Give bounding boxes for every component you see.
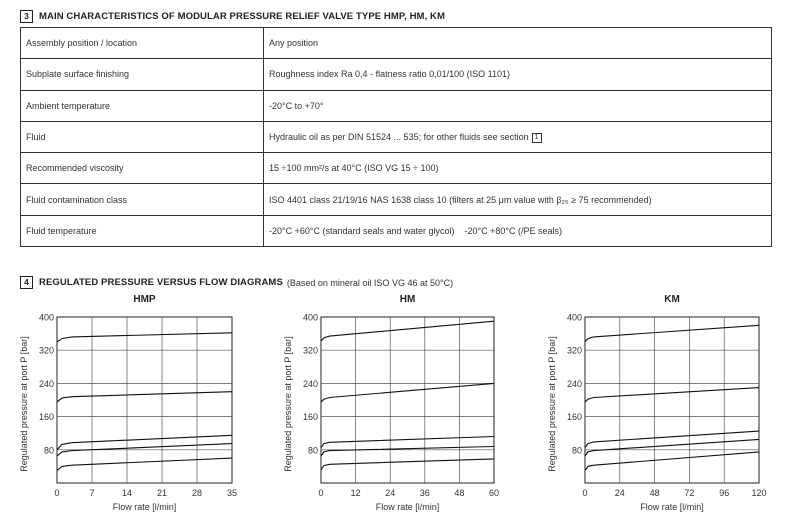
row-label: Fluid [21, 121, 264, 152]
y-axis-label: Regulated pressure at port P [bar] [547, 336, 557, 472]
row-value: Any position [264, 28, 772, 59]
section-3-heading [20, 10, 445, 23]
x-tick-label: 24 [614, 488, 625, 498]
row-label: Fluid temperature [21, 215, 264, 246]
chart-title: KM [664, 294, 680, 305]
x-tick-label: 12 [350, 488, 361, 498]
row-label: Recommended viscosity [21, 153, 264, 184]
y-tick-label: 80 [571, 445, 582, 456]
y-tick-label: 400 [38, 312, 54, 323]
pressure-curve [321, 447, 494, 457]
y-tick-label: 240 [38, 378, 54, 389]
x-tick-label: 96 [719, 488, 730, 498]
table-row [21, 28, 772, 59]
section-reference-box: 1 [532, 133, 542, 143]
y-tick-label: 160 [566, 412, 582, 423]
row-label: Subplate surface finishing [21, 59, 264, 90]
y-tick-label: 400 [302, 312, 318, 323]
table-row [21, 59, 772, 90]
pressure-curve [321, 321, 494, 341]
x-tick-label: 36 [419, 488, 430, 498]
chart-title: HMP [133, 294, 156, 305]
y-tick-label: 400 [566, 312, 582, 323]
section-number: 3 [20, 10, 33, 23]
plot-frame [321, 317, 494, 483]
table-row [21, 90, 772, 121]
y-tick-label: 160 [38, 412, 54, 423]
section-number: 4 [20, 276, 33, 289]
row-value: -20°C +60°C (standard seals and water glycol) -20°C +80°C (/PE seals) [264, 215, 772, 246]
y-tick-label: 320 [566, 345, 582, 356]
characteristics-table [20, 27, 772, 247]
row-value: 15 ÷100 mm²/s at 40°C (ISO VG 15 ÷ 100) [264, 153, 772, 184]
x-axis-label: Flow rate [l/min] [112, 502, 177, 512]
x-tick-label: 120 [751, 488, 767, 498]
pressure-curve [585, 325, 759, 342]
y-tick-label: 240 [302, 378, 318, 389]
x-tick-label: 48 [649, 488, 660, 498]
x-axis-label: Flow rate [l/min] [375, 502, 440, 512]
pressure-curve [57, 458, 232, 471]
pressure-curve [321, 437, 494, 448]
x-tick-label: 35 [226, 488, 238, 498]
y-axis-label: Regulated pressure at port P [bar] [283, 336, 293, 472]
x-tick-label: 21 [156, 488, 168, 498]
y-tick-label: 160 [302, 412, 318, 423]
pressure-curve [57, 333, 232, 342]
x-tick-label: 60 [488, 488, 500, 498]
x-tick-label: 7 [89, 488, 95, 498]
plot-frame [585, 317, 759, 483]
x-tick-label: 14 [121, 488, 133, 498]
pressure-curve [585, 388, 759, 403]
section-title: MAIN CHARACTERISTICS OF MODULAR PRESSURE RELIEF VALVE TYPE HMP, HM, KM [39, 11, 446, 22]
x-axis-label: Flow rate [l/min] [640, 502, 704, 512]
x-tick-label: 0 [54, 488, 60, 498]
section-title: REGULATED PRESSURE VERSUS FLOW DIAGRAMS [39, 277, 283, 288]
pressure-curve [57, 392, 232, 402]
pressure-curve [585, 452, 759, 471]
y-axis-label: Regulated pressure at port P [bar] [19, 336, 29, 472]
table-row [21, 121, 772, 152]
chart-title: HM [399, 294, 416, 305]
row-label: Fluid contamination class [21, 184, 264, 215]
plot-frame [57, 317, 232, 483]
section-note: (Based on mineral oil ISO VG 46 at 50°C) [286, 277, 454, 288]
row-value-text: Hydraulic oil as per DIN 51524 ... 535; for other fluids see section [269, 131, 529, 142]
table-row [21, 184, 772, 215]
row-value: -20°C to +70° [264, 90, 772, 121]
x-tick-label: 0 [582, 488, 588, 498]
row-label: Ambient temperature [21, 90, 264, 121]
table-row [21, 215, 772, 246]
y-tick-label: 320 [38, 345, 54, 356]
table-row [21, 153, 772, 184]
x-tick-label: 28 [191, 488, 203, 498]
x-tick-label: 24 [385, 488, 396, 498]
x-tick-label: 48 [454, 488, 465, 498]
pressure-curve [321, 459, 494, 470]
y-tick-label: 240 [566, 378, 582, 389]
y-tick-label: 80 [43, 445, 54, 456]
row-label: Assembly position / location [21, 28, 264, 59]
row-value: Roughness index Ra 0,4 - flatness ratio 0,01/100 (ISO 1101) [264, 59, 772, 90]
x-tick-label: 0 [318, 488, 324, 498]
row-value: ISO 4401 class 21/19/16 NAS 1638 class 10 (filters at 25 μm value with β₂₅ ≥ 75 recommended) [264, 184, 772, 215]
pressure-flow-diagrams [0, 288, 800, 532]
row-value [264, 121, 772, 152]
pressure-curve [321, 383, 494, 402]
x-tick-label: 72 [684, 488, 695, 498]
y-tick-label: 320 [302, 345, 318, 356]
y-tick-label: 80 [307, 445, 318, 456]
